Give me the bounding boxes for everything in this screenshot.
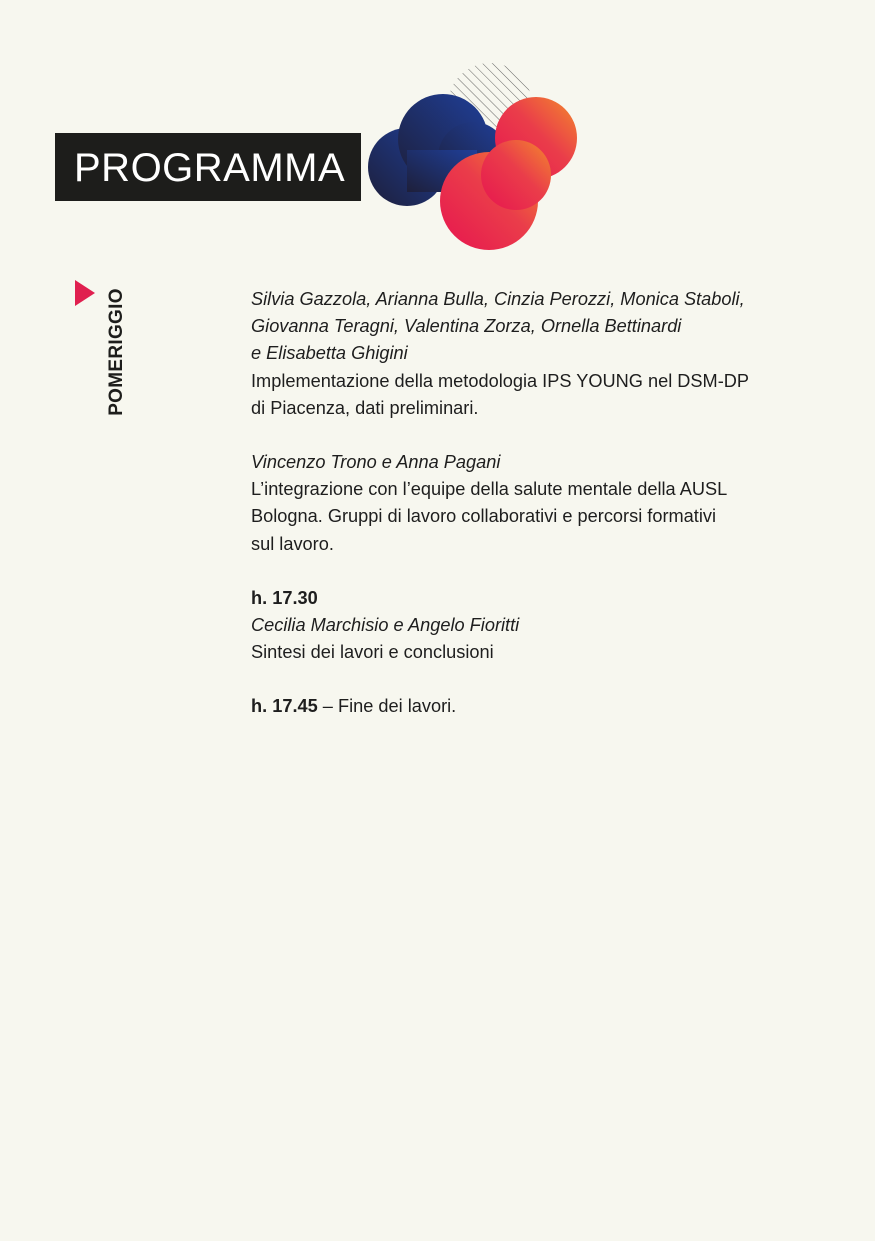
- program-item: [251, 449, 811, 558]
- item-description: L’integrazione con l’equipe della salute mentale della AUSL: [251, 479, 728, 500]
- program-item: [251, 286, 811, 422]
- section-label: POMERIGGIO: [106, 288, 127, 416]
- item-description: Sintesi dei lavori e conclusioni: [251, 642, 494, 663]
- item-authors: Silvia Gazzola, Arianna Bulla, Cinzia Perozzi, Monica Staboli,: [251, 289, 745, 309]
- program-content: [251, 286, 811, 721]
- item-authors: Vincenzo Trono e Anna Pagani: [251, 452, 501, 473]
- item-authors: Cecilia Marchisio e Angelo Fioritti: [251, 615, 520, 636]
- item-description: di Piacenza, dati preliminari.: [251, 397, 479, 418]
- section-marker-triangle: [75, 280, 95, 306]
- page-title: PROGRAMMA: [74, 145, 346, 190]
- item-description: sul lavoro.: [251, 533, 334, 554]
- page-title-box: [55, 133, 361, 201]
- event-logo: [360, 60, 590, 250]
- item-time: h. 17.30: [251, 587, 318, 608]
- item-authors: Giovanna Teragni, Valentina Zorza, Ornella Bettinardi: [251, 316, 682, 337]
- item-suffix: – Fine dei lavori.: [317, 696, 457, 717]
- item-description: Implementazione della metodologia IPS YOUNG nel DSM-DP: [251, 370, 750, 391]
- program-item: [251, 585, 811, 667]
- program-item: [251, 693, 811, 720]
- item-authors: e Elisabetta Ghigini: [251, 343, 408, 364]
- item-description: Bologna. Gruppi di lavoro collaborativi e percorsi formativi: [251, 506, 717, 527]
- item-time: h. 17.45: [251, 696, 318, 717]
